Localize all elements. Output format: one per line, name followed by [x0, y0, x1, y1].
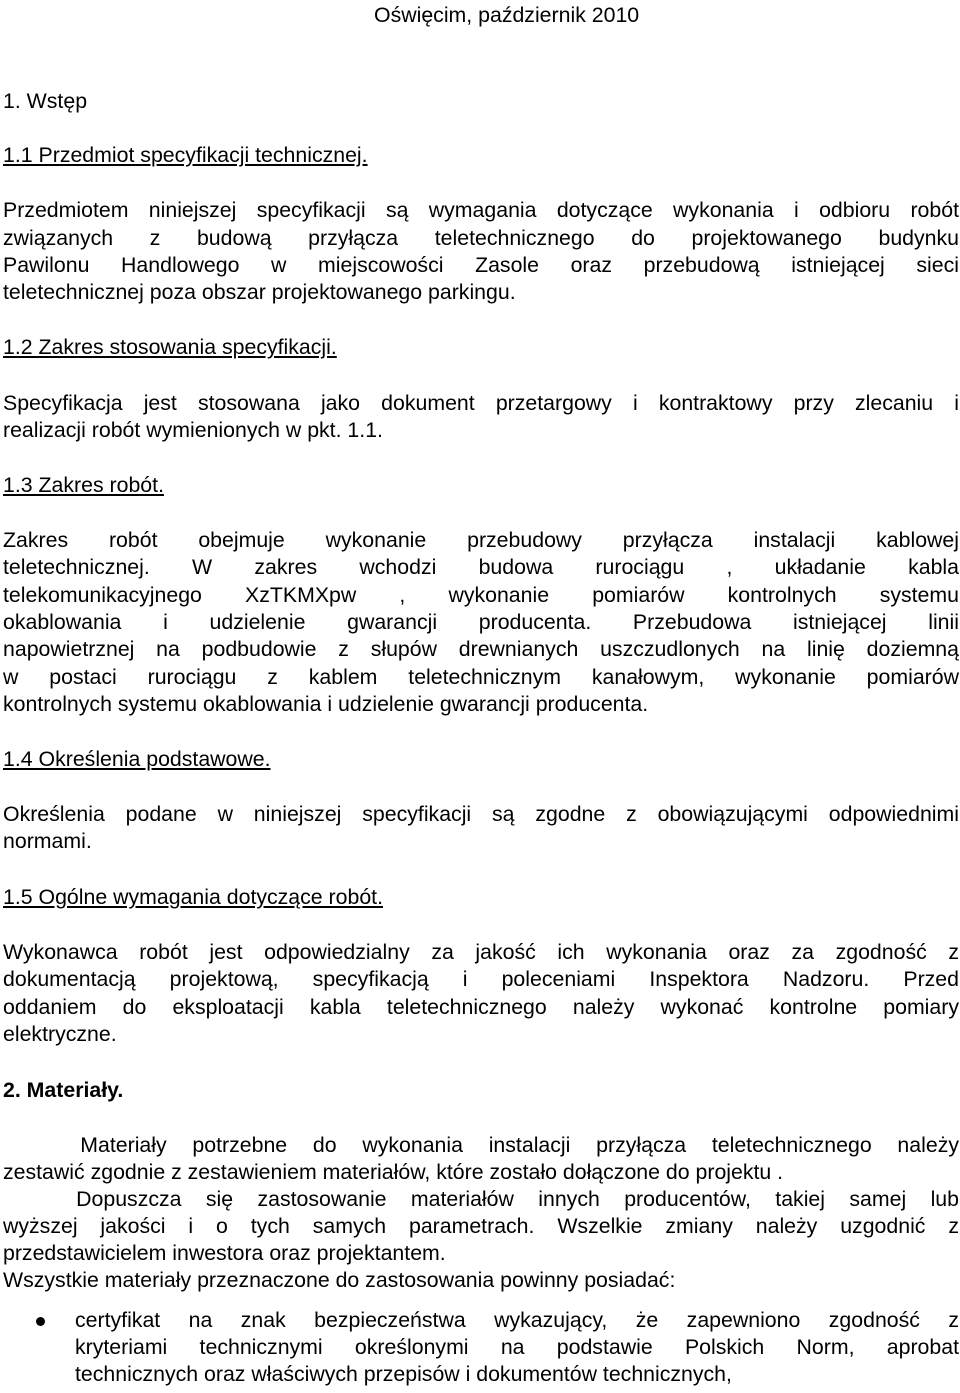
- paragraph-line: w postaci rurociągu z kablem teletechnicznym kanałowym, wykonanie pomiarów: [3, 665, 959, 689]
- place-date: Oświęcim, październik 2010: [374, 3, 640, 27]
- paragraph-line: teletechnicznej poza obszar projektowanego parkingu.: [3, 280, 516, 304]
- paragraph-line: Specyfikacja jest stosowana jako dokument przetargowy i kontraktowy przy zlecaniu i: [3, 391, 959, 415]
- paragraph-line: realizacji robót wymienionych w pkt. 1.1.: [3, 418, 383, 442]
- section-1-1-title: 1.1 Przedmiot specyfikacji technicznej.: [3, 143, 368, 167]
- paragraph-line: elektryczne.: [3, 1022, 117, 1046]
- paragraph-line: wyższej jakości i o tych samych parametrach. Wszelkie zmiany należy uzgodnić z: [3, 1214, 959, 1238]
- section-1-3-title: 1.3 Zakres robót.: [3, 473, 164, 497]
- paragraph-line: przedstawicielem inwestora oraz projektantem.: [3, 1241, 446, 1265]
- bullet-line: technicznych oraz właściwych przepisów i dokumentów technicznych,: [75, 1362, 732, 1386]
- paragraph-line: normami.: [3, 829, 92, 853]
- paragraph-line: okablowania i udzielenie gwarancji producenta. Przebudowa istniejącej linii: [3, 610, 959, 634]
- section-1-title: 1. Wstęp: [3, 89, 88, 113]
- section-2-title: 2. Materiały.: [3, 1078, 124, 1102]
- paragraph-line: Dopuszcza się zastosowanie materiałów innych producentów, takiej samej lub: [3, 1187, 959, 1211]
- paragraph-line: Zakres robót obejmuje wykonanie przebudowy przyłącza instalacji kablowej: [3, 528, 959, 552]
- paragraph-line: Materiały potrzebne do wykonania instalacji przyłącza teletechnicznego należy: [3, 1133, 959, 1157]
- paragraph-line: telekomunikacyjnego XzTKMXpw , wykonanie pomiarów kontrolnych systemu: [3, 583, 959, 607]
- paragraph-line: napowietrznej na podbudowie z słupów drewnianych uszczudlonych na linię doziemną: [3, 637, 959, 661]
- section-1-4-title: 1.4 Określenia podstawowe.: [3, 747, 271, 771]
- paragraph-line: Wykonawca robót jest odpowiedzialny za jakość ich wykonania oraz za zgodność z: [3, 940, 959, 964]
- paragraph-line: kontrolnych systemu okablowania i udzielenie gwarancji producenta.: [3, 692, 649, 716]
- paragraph-line: dokumentacją projektową, specyfikacją i poleceniami Inspektora Nadzoru. Przed: [3, 967, 959, 991]
- paragraph-line: Określenia podane w niniejszej specyfikacji są zgodne z obowiązującymi odpowiednimi: [3, 802, 959, 826]
- paragraph-line: Pawilonu Handlowego w miejscowości Zasole oraz przebudową istniejącej sieci: [3, 253, 959, 277]
- paragraph-line: Wszystkie materiały przeznaczone do zastosowania powinny posiadać:: [3, 1268, 676, 1292]
- bullet-line: kryteriami technicznymi określonymi na podstawie Polskich Norm, aprobat: [75, 1335, 959, 1359]
- bullet-icon: [36, 1317, 45, 1326]
- paragraph-line: Przedmiotem niniejszej specyfikacji są wymagania dotyczące wykonania i odbioru robót: [3, 198, 959, 222]
- section-1-2-title: 1.2 Zakres stosowania specyfikacji.: [3, 335, 337, 359]
- paragraph-line: teletechnicznej. W zakres wchodzi budowa rurociągu , układanie kabla: [3, 555, 959, 579]
- paragraph-line: zestawić zgodnie z zestawieniem materiałów, które zostało dołączone do projektu .: [3, 1160, 784, 1184]
- paragraph-line: związanych z budową przyłącza teletechnicznego do projektowanego budynku: [3, 226, 959, 250]
- paragraph-line: oddaniem do eksploatacji kabla teletechnicznego należy wykonać kontrolne pomiary: [3, 995, 959, 1019]
- bullet-line: certyfikat na znak bezpieczeństwa wykazujący, że zapewniono zgodność z: [75, 1308, 959, 1332]
- section-1-5-title: 1.5 Ogólne wymagania dotyczące robót.: [3, 885, 384, 909]
